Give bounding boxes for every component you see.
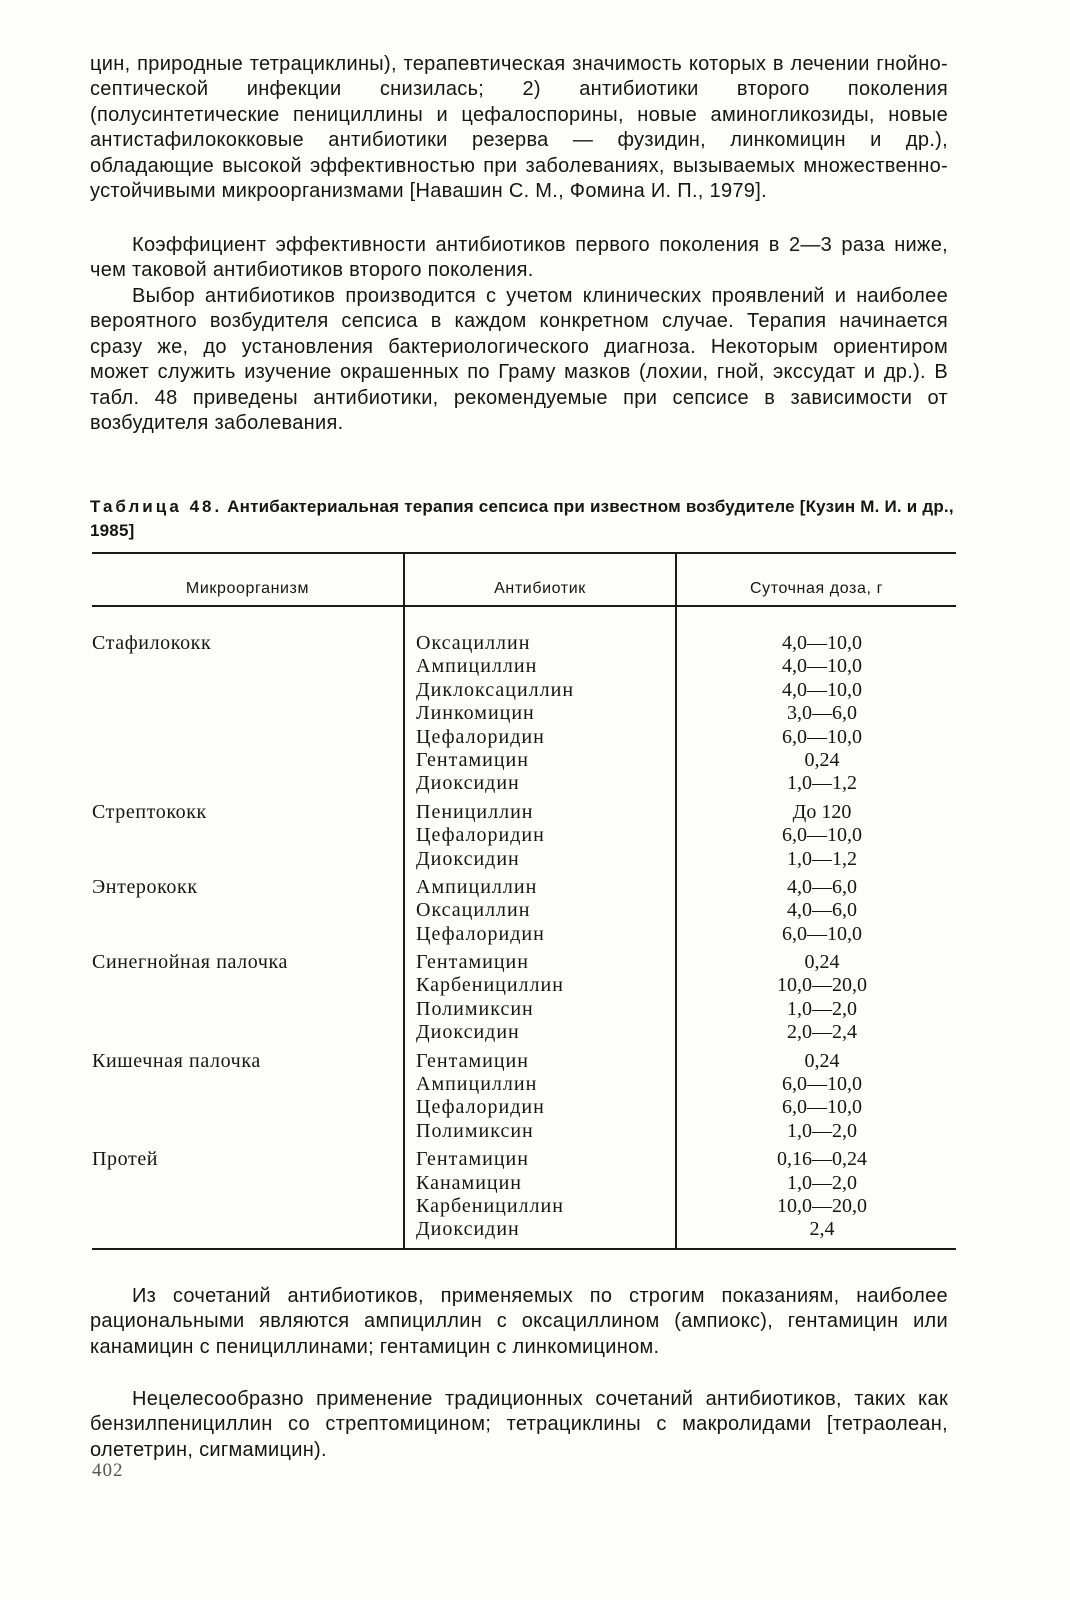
antibiotic-cell (404, 951, 688, 1045)
dose-value: 0,16—0,24 (777, 1148, 867, 1171)
dose-value: До 120 (792, 800, 852, 823)
page-number: 402 (92, 1460, 124, 1481)
dose-value: 6,0—10,0 (782, 922, 862, 945)
antibiotic-name: Диоксидин (416, 847, 520, 870)
antibiotic-name: Карбенициллин (416, 974, 564, 997)
antibiotic-name: Гентамицин (416, 748, 529, 771)
dose-value: 1,0—1,2 (787, 772, 857, 795)
antibiotic-cell (404, 1050, 688, 1144)
dose-cell (688, 1148, 956, 1242)
dose-value: 10,0—20,0 (777, 1194, 867, 1217)
dose-value: 4,0—10,0 (782, 678, 862, 701)
dose-value: 6,0—10,0 (782, 1073, 862, 1096)
paragraph-combinations: Из сочетаний антибиотиков, применяемых по строгим показаниям, наиболее рациональными являются ампициллин с оксациллином (ампиокс), гентамицин или канамицин с пенициллинами; гентамицин с линкомицином. (90, 1285, 948, 1358)
antibiotic-name: Полимиксин (416, 997, 534, 1020)
table-bottom-rule (92, 1248, 956, 1250)
antibiotic-name: Канамицин (416, 1171, 523, 1194)
dose-value: 1,0—2,0 (787, 997, 857, 1020)
antibiotic-name: Полимиксин (416, 1119, 534, 1142)
dose-cell (688, 1050, 956, 1144)
antibiotic-name: Ампициллин (416, 655, 538, 678)
dose-value: 6,0—10,0 (782, 725, 862, 748)
dose-value: 4,0—10,0 (782, 655, 862, 678)
table-group (92, 632, 956, 796)
table-top-rule (92, 552, 956, 554)
header-organism: Микроорганизм (185, 580, 310, 597)
antibiotic-name: Диоксидин (416, 1021, 520, 1044)
organism-cell: Энтерококк (92, 875, 198, 898)
antibiotic-name: Карбенициллин (416, 1194, 564, 1217)
table-group (92, 951, 956, 1045)
paragraph-efficiency: Коэффициент эффективности антибиотиков первого поколения в 2—3 раза ниже, чем таковой антибиотиков второго поколения. (90, 234, 948, 282)
dose-value: 4,0—6,0 (787, 875, 857, 898)
header-antibiotic: Антибиотик (494, 580, 586, 597)
antibiotic-name: Оксациллин (416, 632, 531, 654)
organism-cell: Протей (92, 1148, 159, 1171)
antibiotic-cell (404, 632, 688, 796)
table-group (92, 801, 956, 871)
organism-cell: Стрептококк (92, 800, 207, 823)
dose-value: 10,0—20,0 (777, 974, 867, 997)
paragraph-inappropriate: Нецелесообразно применение традиционных сочетаний антибиотиков, таких как бензилпенициллин со стрептомицином; тетрациклины с макролидами [тетраолеан, олететрин, сигмамицин). (90, 1388, 948, 1461)
table-group (92, 876, 956, 946)
organism-cell: Стафилококк (92, 632, 212, 654)
antibiotic-name: Оксациллин (416, 899, 531, 922)
dose-value: 0,24 (804, 951, 840, 974)
antibiotic-name: Ампициллин (416, 1073, 538, 1096)
dose-value: 2,4 (809, 1218, 835, 1241)
antibiotic-name: Гентамицин (416, 951, 529, 974)
dose-value: 4,0—10,0 (782, 632, 862, 654)
antibiotic-cell (404, 1148, 688, 1242)
antibiotic-name: Гентамицин (416, 1049, 529, 1072)
dose-cell (688, 801, 956, 871)
antibiotic-cell (404, 876, 688, 946)
dose-cell (688, 951, 956, 1045)
table-header-rule (92, 605, 956, 607)
table-caption (90, 495, 970, 543)
table-group (92, 1050, 956, 1144)
antibiotic-name: Ампициллин (416, 875, 538, 898)
antibiotic-name: Цефалоридин (416, 1096, 545, 1119)
dose-value: 1,0—1,2 (787, 847, 857, 870)
table-caption-text: Антибактериальная терапия сепсиса при известном возбудителе [Кузин М. И. и др., 1985] (90, 497, 954, 540)
antibiotic-name: Цефалоридин (416, 725, 545, 748)
antibiotic-name: Линкомицин (416, 702, 535, 725)
antibiotic-table (92, 552, 956, 1272)
table-caption-label: Таблица 48. (90, 497, 223, 516)
table-group (92, 1148, 956, 1242)
table-body (92, 632, 956, 1247)
paragraph-selection: Выбор антибиотиков производится с учетом клинических проявлений и наиболее вероятного возбудителя сепсиса в каждом конкретном случае. Терапия начинается сразу же, до установления бактериологического диагноза. Некоторым ориентиром может служить изучение окрашенных по Граму мазков (лохии, гной, экссудат и др.). В табл. 48 приведены антибиотики, рекомендуемые при сепсисе в зависимости от возбудителя заболевания. (90, 285, 948, 435)
dose-value: 6,0—10,0 (782, 1096, 862, 1119)
dose-value: 3,0—6,0 (787, 702, 857, 725)
organism-cell: Синегнойная палочка (92, 951, 288, 974)
antibiotic-name: Гентамицин (416, 1148, 529, 1171)
dose-value: 0,24 (804, 748, 840, 771)
dose-value: 0,24 (804, 1049, 840, 1072)
antibiotic-name: Диклоксациллин (416, 678, 575, 701)
dose-value: 2,0—2,4 (787, 1021, 857, 1044)
antibiotic-name: Цефалоридин (416, 922, 545, 945)
antibiotic-name: Пенициллин (416, 800, 534, 823)
dose-value: 1,0—2,0 (787, 1171, 857, 1194)
paragraph-intro: цин, природные тетрациклины), терапевтическая значимость которых в лечении гнойно-септической инфекции снизилась; 2) антибиотики второго поколения (полусинтетические пенициллины и цефалоспорины, новые аминогликозиды, новые антистафилококковые антибиотики резерва — фузидин, линкомицин и др.), обладающие высокой эффективностью при заболеваниях, вызываемых множественно-устойчивыми микроорганизмами [Навашин С. М., Фомина И. П., 1979]. (90, 53, 948, 203)
header-dose: Суточная доза, г (749, 580, 884, 597)
dose-cell (688, 632, 956, 796)
dose-value: 6,0—10,0 (782, 824, 862, 847)
organism-cell: Кишечная палочка (92, 1049, 261, 1072)
dose-value: 1,0—2,0 (787, 1119, 857, 1142)
antibiotic-name: Цефалоридин (416, 824, 545, 847)
antibiotic-cell (404, 801, 688, 871)
antibiotic-name: Диоксидин (416, 772, 520, 795)
dose-cell (688, 876, 956, 946)
antibiotic-name: Диоксидин (416, 1218, 520, 1241)
dose-value: 4,0—6,0 (787, 899, 857, 922)
